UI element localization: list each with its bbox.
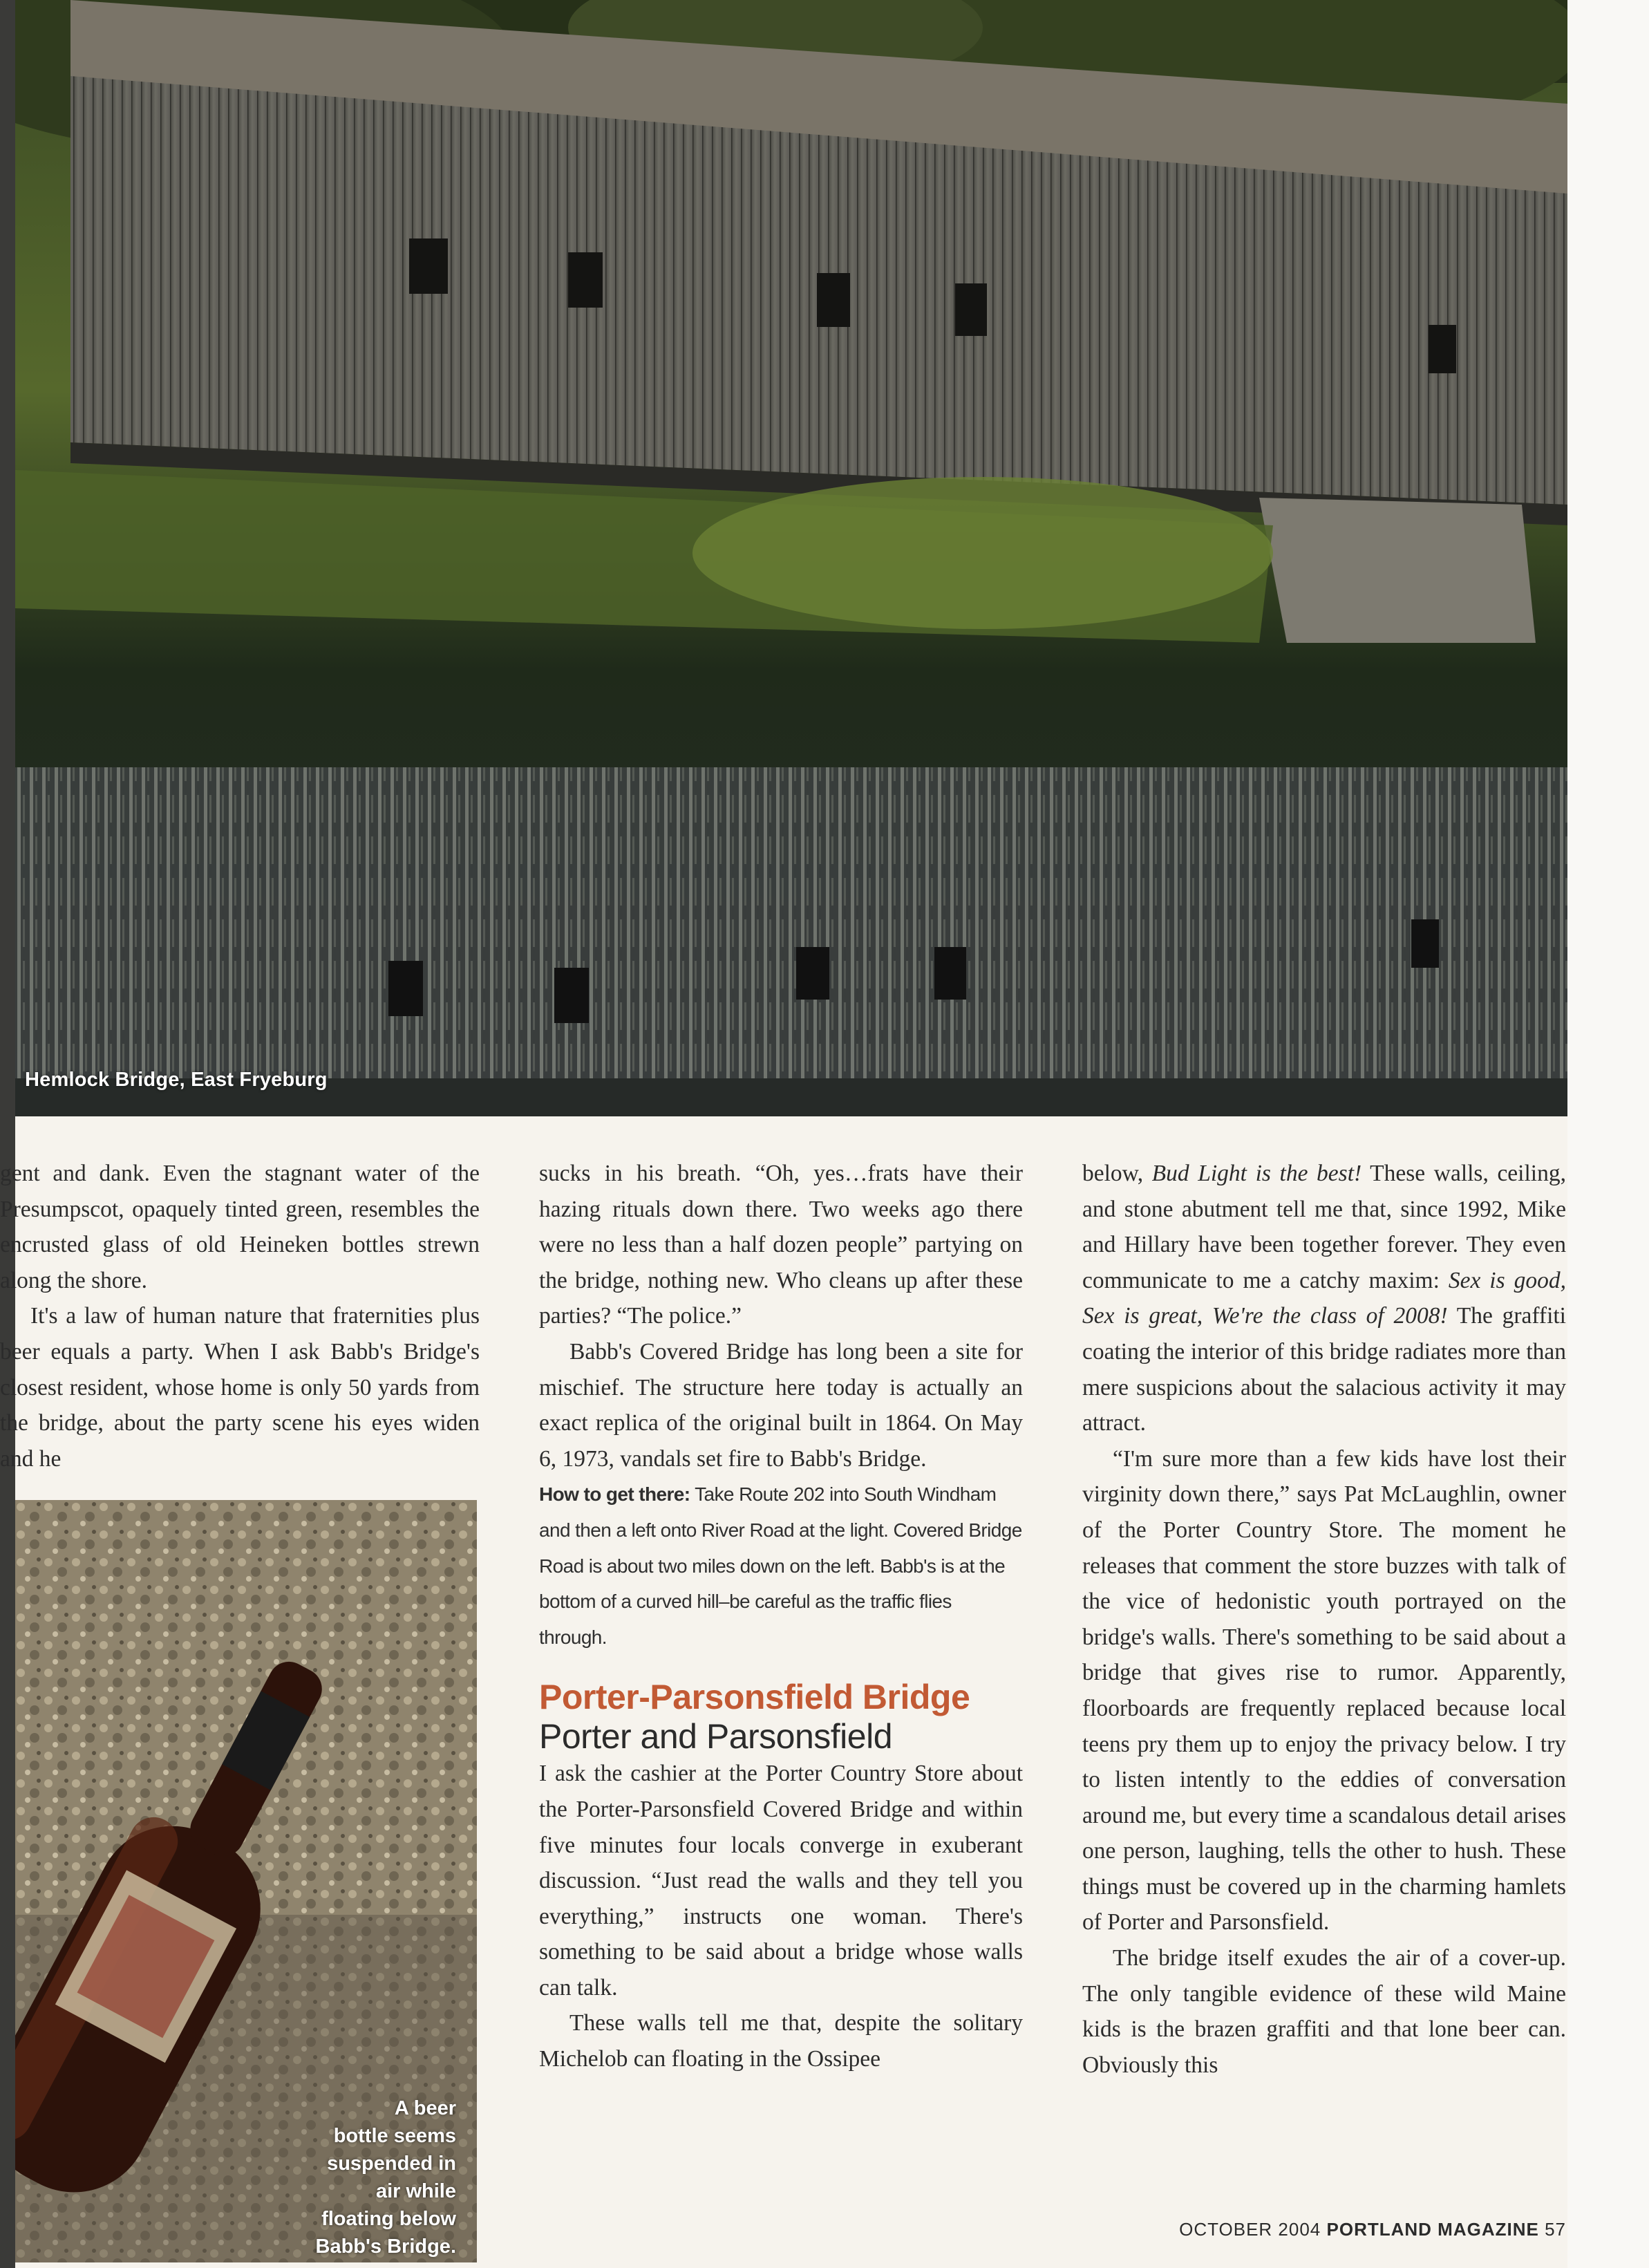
article-column-2: [539, 1156, 1023, 2077]
paragraph: sucks in his breath. “Oh, yes…frats have their hazing rituals down there. Two weeks ago there were no less than a half dozen people” partying on the bridge, nothing new. Who cleans up after these parties? “The police.”: [539, 1161, 1023, 1329]
magazine-name: PORTLAND MAGAZINE: [1326, 2219, 1539, 2240]
paragraph: Babb's Covered Bridge has long been a site for mischief. The structure here today is actually an exact replica of the original built in 1864. On May 6, 1973, vandals set fire to Babb's Bridge.: [539, 1338, 1023, 1472]
hemlock-bridge-photo: [15, 0, 1567, 1116]
article-column-3: [1082, 1156, 1566, 2083]
page-number: 57: [1545, 2219, 1566, 2240]
how-to-get-there-note: [539, 1477, 1023, 1655]
how-label: How to get there:: [539, 1483, 690, 1506]
section-subtitle: Porter and Parsonsfield: [539, 1717, 893, 1756]
paragraph: The bridge itself exudes the air of a cover-up. The only tangible evidence of these wild Maine kids is the brazen graffiti and that lone beer can. Obviously this: [1082, 1945, 1566, 2078]
paragraph: [1082, 1156, 1566, 1441]
paragraph: These walls tell me that, despite the solitary Michelob can floating in the Ossipee: [539, 2010, 1023, 2072]
text-run: The graffiti coating the interior of this bridge radiates more than mere suspicions about the salacious activity it may attract.: [1082, 1303, 1566, 1436]
paragraph: I ask the cashier at the Porter Country Store about the Porter-Parsonsfield Covered Bridge and within five minutes four locals converge in exuberant discussion. “Just read the walls and they tell you everything,” instructs one woman. There's something to be said about a bridge whose walls can talk.: [539, 1761, 1023, 2000]
how-text: Take Route 202 into South Windham and then a left onto River Road at the light. Covered Bridge Road is about two miles down on the left. Babb's is at the bottom of a curved hill–be careful as the traffic flies through.: [539, 1483, 1022, 1648]
text-run: These walls, ceiling, and stone abutment tell me that, since 1992, Mike and Hillary have been together forever. They even communicate to me a catchy maxim:: [1082, 1161, 1566, 1293]
issue-date: OCTOBER 2004: [1179, 2219, 1321, 2240]
beer-photo-caption: [235, 2094, 456, 2260]
text-run: below,: [1082, 1161, 1152, 1186]
section-title: Porter-Parsonsfield Bridge: [539, 1678, 970, 1717]
beer-bottle-photo: [15, 1500, 477, 2262]
article-column-1: [0, 1156, 480, 1477]
paragraph: “I'm sure more than a few kids have lost their virginity down there,” says Pat McLaughlin, owner of the Porter Country Store. The moment he releases that comment the store buzzes with talk of the vice of hedonistic youth portrayed on the bridge's walls. There's something to be said about a bridge that gives rise to rumor. Apparently, floorboards are frequently replaced because local teens pry them up to enjoy the privacy below. I try to listen intently to the eddies of conversation around me, but every time a scandalous detail arises one person, laughing, tells the other to hush. These things must be covered up in the charming hamlets of Porter and Parsonsfield.: [1082, 1445, 1566, 1936]
caption-line: A beer: [394, 2097, 456, 2119]
graffiti-quote: Sex is good, Sex is great, We're the class of 2008!: [1082, 1267, 1566, 1329]
caption-line: suspended in: [327, 2153, 456, 2175]
caption-line: floating below: [321, 2208, 456, 2230]
caption-line: Babb's Bridge.: [315, 2236, 456, 2258]
hero-caption: Hemlock Bridge, East Fryeburg: [25, 1069, 328, 1091]
paragraph: It's a law of human nature that fraternities plus beer equals a party. When I ask Babb's Bridge's closest resident, whose home is only 50 yards from the bridge, about the party scene his eyes widen and he: [0, 1303, 480, 1472]
paragraph: gent and dank. Even the stagnant water of the Presumpscot, opaquely tinted green, resembles the encrusted glass of old Heineken bottles strewn along the shore.: [0, 1161, 480, 1293]
graffiti-quote: Bud Light is the best!: [1151, 1161, 1362, 1186]
page-margin: [1567, 0, 1649, 2268]
binding-shadow: [0, 0, 15, 2268]
caption-line: air while: [375, 2180, 456, 2202]
caption-line: bottle seems: [333, 2125, 456, 2147]
page-footer: [1179, 2219, 1566, 2240]
